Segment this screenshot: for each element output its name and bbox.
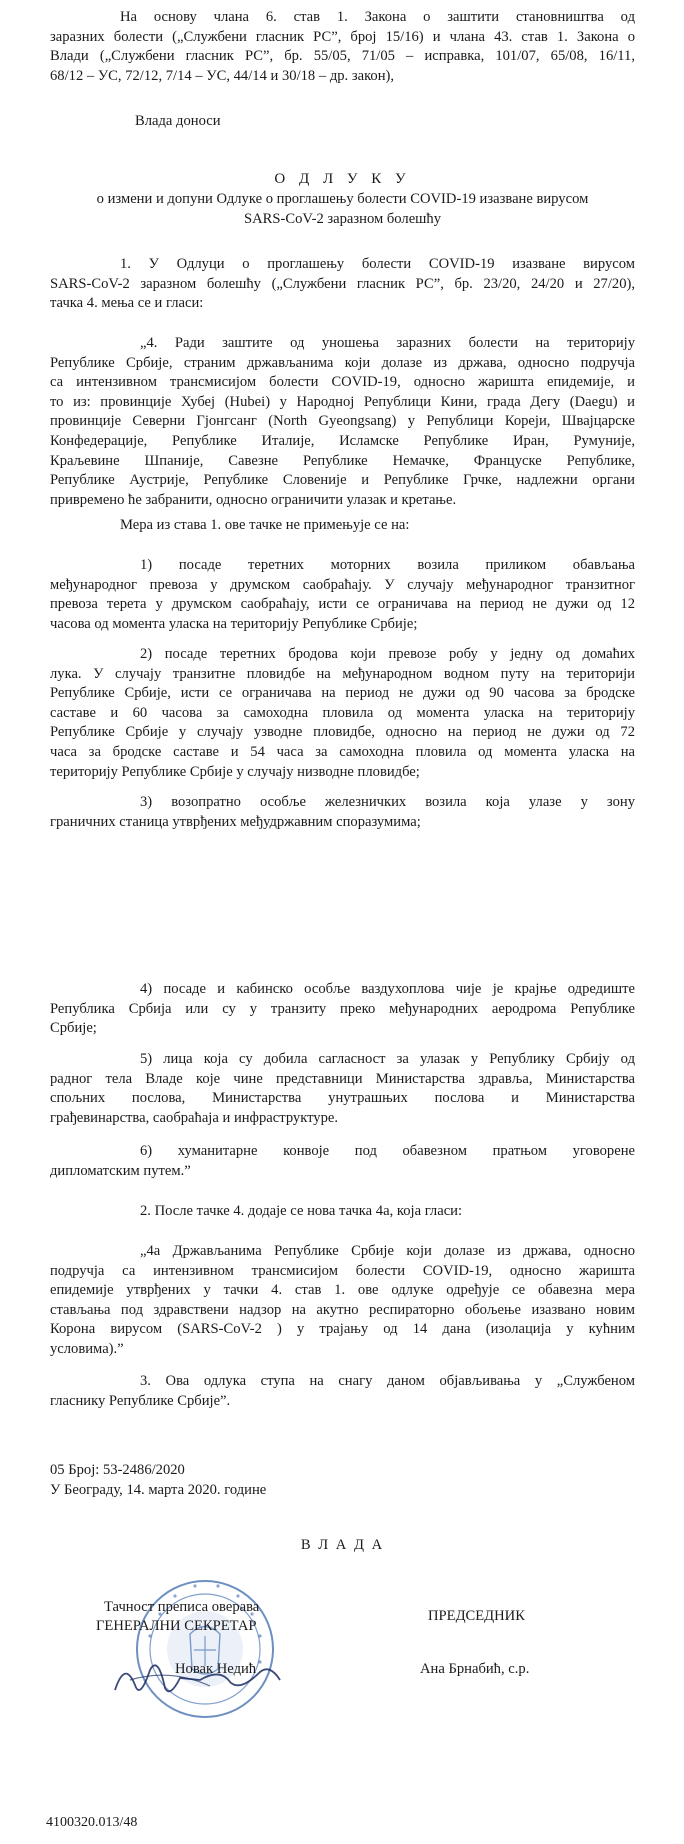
point-4-line: привремено ће забранити, односно ограничити улазак и кретање. (50, 491, 457, 508)
item-1 (50, 556, 635, 634)
item-2-line: 2) посаде теретних бродова који превозе робу у једну од домаћих (140, 646, 635, 662)
point-1 (50, 255, 635, 314)
preamble-line: заразних болести („Службени гласник РС”, број 15/16) и члана 43. став 1. Закона о (50, 28, 635, 45)
vlada-heading: В Л А Д А (300, 1537, 385, 1553)
point-1-line: SARS-CoV-2 заразном болешћу („Службени гласник РС”, бр. 23/20, 24/20 и 27/20), (50, 275, 635, 292)
point-2: 2. После тачке 4. додаје се нова тачка 4а, која гласи: (140, 1203, 463, 1219)
mera-line: Мера из става 1. ове тачке не примењује се на: (120, 517, 410, 533)
item-2-line: Републике Србије у случају узводне пловидбе, односно на период не дужи од 72 (50, 724, 635, 741)
ana-name: Ана Брнабић, с.р. (420, 1661, 530, 1677)
item-6-line: дипломатским путем.” (50, 1162, 191, 1179)
point-4a-line: Корона вирусом (SARS-CoV-2 ) у трајању од 14 дана (изолација у кућним (50, 1321, 635, 1338)
item-6-line: 6) хуманитарне конвоје под обавезном пратњом уговорене (140, 1143, 635, 1159)
subtitle-line: о измени и допуни Одлуке о проглашењу болести COVID-19 изазване вирусом (96, 191, 589, 207)
document-subtitle (50, 190, 635, 229)
item-1-line: међународног превоза у друмском саобраћају. У случају међународног транзитног (50, 576, 635, 593)
novak-name: Новак Недић (175, 1661, 257, 1677)
document-broj: 05 Број: 53-2486/2020 (50, 1462, 185, 1478)
tacnost-line: Тачност преписа оверава (104, 1599, 260, 1615)
point-3-line: гласнику Републике Србије”. (50, 1392, 231, 1409)
point-4a-line: условима).” (50, 1340, 124, 1357)
item-5-line: 5) лица која су добила сагласност за улазак у Републику Србију од (140, 1051, 635, 1067)
document-date: У Београду, 14. марта 2020. године (50, 1482, 267, 1498)
point-4-line: Републике Србије, страним држављанима који долазе из држава, односно подручја (50, 354, 635, 371)
point-4 (50, 334, 635, 510)
preamble (50, 8, 635, 86)
item-1-line: превоза терета у друмском саобраћају, исти се ограничава на период не дужи од 12 (50, 596, 635, 613)
point-1-line: 1. У Одлуци о проглашењу болести COVID-19 изазване вирусом (120, 256, 635, 272)
item-4-line: 4) посаде и кабинско особље ваздухоплова чије је крајње одредиште (140, 981, 635, 997)
item-2 (50, 645, 635, 782)
point-4-line: „4. Ради заштите од уношења заразних болести на територију (140, 335, 635, 351)
preamble-line: Влади („Службени гласник РС”, бр. 55/05, 71/05 – исправка, 101/07, 65/08, 16/11, (50, 48, 635, 65)
item-5-line: спољних послова, Министарства унутрашњих послова и Министарства (50, 1090, 635, 1107)
point-4-line: Конфедерације, Републике Италије, Исламске Републике Иран, Румуније, (50, 432, 635, 449)
subtitle-line: SARS-CoV-2 заразном болешћу (243, 210, 441, 227)
item-1-line: часова од момента уласка на територију Републике Србије; (50, 615, 418, 632)
item-2-line: Републике Србије, исти се ограничава на период не дужи од 90 часова за бродске (50, 685, 635, 702)
point-4-line: са интензивном трансмисијом болести COVID-19, односно жаришта епидемије, и (50, 374, 635, 391)
preamble-line: 68/12 – УС, 72/12, 7/14 – УС, 44/14 и 30/18 – др. закон), (50, 67, 395, 84)
generalni-sekretar: ГЕНЕРАЛНИ СЕКРЕТАР (96, 1618, 257, 1634)
item-4-line: Србије; (50, 1020, 97, 1037)
point-3 (50, 1372, 635, 1411)
document-title: О Д Л У К У (274, 171, 411, 187)
point-4a-line: епидемије утврђених у тачки 4. став 1. ове одлуке одређује се обавезна мера (50, 1282, 635, 1299)
item-2-line: часа за бродске саставе и 54 часа за самоходна пловила од момента уласка на (50, 743, 635, 760)
document-number: 4100320.013/48 (46, 1815, 138, 1830)
signature-mark (110, 1650, 310, 1710)
point-3-line: 3. Ова одлука ступа на снагу даном објављивања у „Службеном (140, 1373, 635, 1389)
item-1-line: 1) посаде теретних моторних возила приликом обављања (140, 557, 635, 573)
point-4a-line: подручја са интензивном трансмисијом болести COVID-19, односно жаришта (50, 1262, 635, 1279)
item-6 (50, 1142, 635, 1181)
point-4a-line: „4а Држављанима Републике Србије који долазе из држава, односно (140, 1243, 635, 1259)
point-4a (50, 1242, 635, 1360)
item-2-line: саставе и 60 часова за самоходна пловила од момента уласка на територију (50, 704, 635, 721)
item-4 (50, 980, 635, 1039)
item-3-line: 3) возопратно особље железничких возила која улазе у зону (140, 794, 635, 810)
item-2-line: лука. У случају транзитне пловидбе на међународном водном путу на територији (50, 665, 635, 682)
preamble-line: На основу члана 6. став 1. Закона о заштити становништва од (120, 9, 635, 25)
point-4-line: провинције Северни Гјонгсанг (North Gyeongsang) у Републици Кореји, Швајцарске (50, 413, 635, 430)
vlada-donosi: Влада доноси (135, 113, 221, 129)
item-4-line: Република Србија или су у транзиту преко међународних аеродрома Републике (50, 1000, 635, 1017)
item-3-line: граничних станица утврђених међудржавним споразумима; (50, 813, 421, 830)
predsednik-label: ПРЕДСЕДНИК (428, 1608, 525, 1624)
point-4-line: то из: провинције Хубеј (Hubei) у Народној Републици Кини, града Дегу (Daegu) и (50, 393, 635, 410)
item-5-line: радног тела Владе које чине представници Министарства здравља, Министарства (50, 1070, 635, 1087)
point-1-line: тачка 4. мења се и гласи: (50, 295, 204, 312)
point-4-line: Краљевине Шпаније, Савезне Републике Немачке, Француске Републике, (50, 452, 635, 469)
item-5 (50, 1050, 635, 1128)
point-4a-line: стављања под здравствени надзор на акутно респираторно обољење изазвано новим (50, 1301, 635, 1318)
item-3 (50, 793, 635, 832)
point-4-line: Републике Аустрије, Републике Словеније и Републике Грчке, надлежни органи (50, 472, 635, 489)
item-2-line: територију Републике Србије у случају низводне пловидбе; (50, 763, 420, 780)
item-5-line: грађевинарства, саобраћаја и инфраструктуре. (50, 1109, 339, 1126)
